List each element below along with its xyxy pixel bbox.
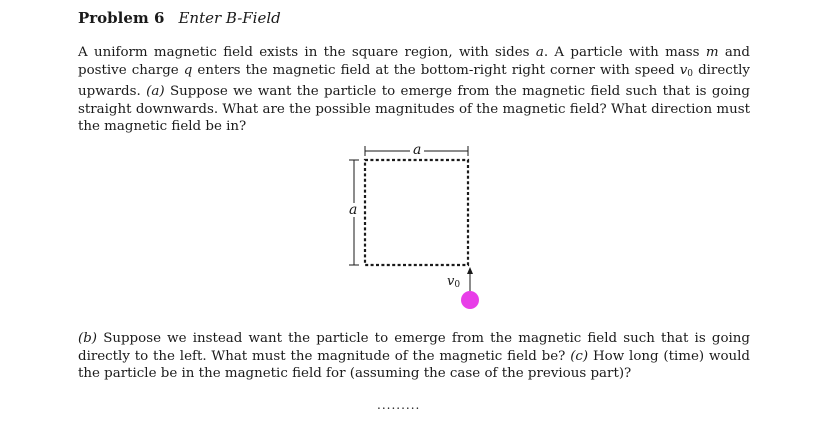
part-a-label: (a)	[146, 84, 165, 100]
problem-parts-b-c: (b) Suppose we instead want the particle to emerge from the magnetic field such that is going directly to the left. What must the magnitude of the magnetic field be? (c) How long (time) would the particle be in the magnetic field for (assuming the case of the previous part)?	[78, 331, 750, 382]
charged-particle	[461, 291, 479, 309]
var-m: m	[705, 45, 719, 60]
continuation-dots: .........	[377, 398, 421, 412]
part-b-label: (b)	[78, 331, 98, 346]
side-length-label-top: a	[410, 143, 424, 157]
problem-header	[78, 9, 281, 27]
field-diagram	[340, 140, 500, 315]
velocity-arrow-head	[467, 267, 473, 274]
var-v0: $v_0$	[679, 62, 694, 79]
problem-title: Enter B-Field	[178, 9, 281, 27]
problem-number: Problem 6	[78, 9, 165, 27]
part-c-label: (c)	[570, 348, 589, 364]
side-length-label-left: a	[346, 203, 360, 217]
problem-statement: A uniform magnetic field exists in the square region, with sides a. A particle with mass m and postive charge q enters the magnetic field at the bottom-right right corner with speed $v_0$ directly upwards. (a) Suppose we want the particle to emerge from the magnetic field such that is going straight downwards. What are the possible magnitudes of the magnetic field? What direction must the magnetic field be in?	[78, 45, 751, 135]
var-a: a	[535, 45, 544, 60]
var-q: q	[183, 62, 193, 78]
velocity-label: $v_0$	[447, 274, 461, 290]
magnetic-field-region	[365, 160, 468, 265]
field-diagram-svg	[340, 140, 500, 315]
